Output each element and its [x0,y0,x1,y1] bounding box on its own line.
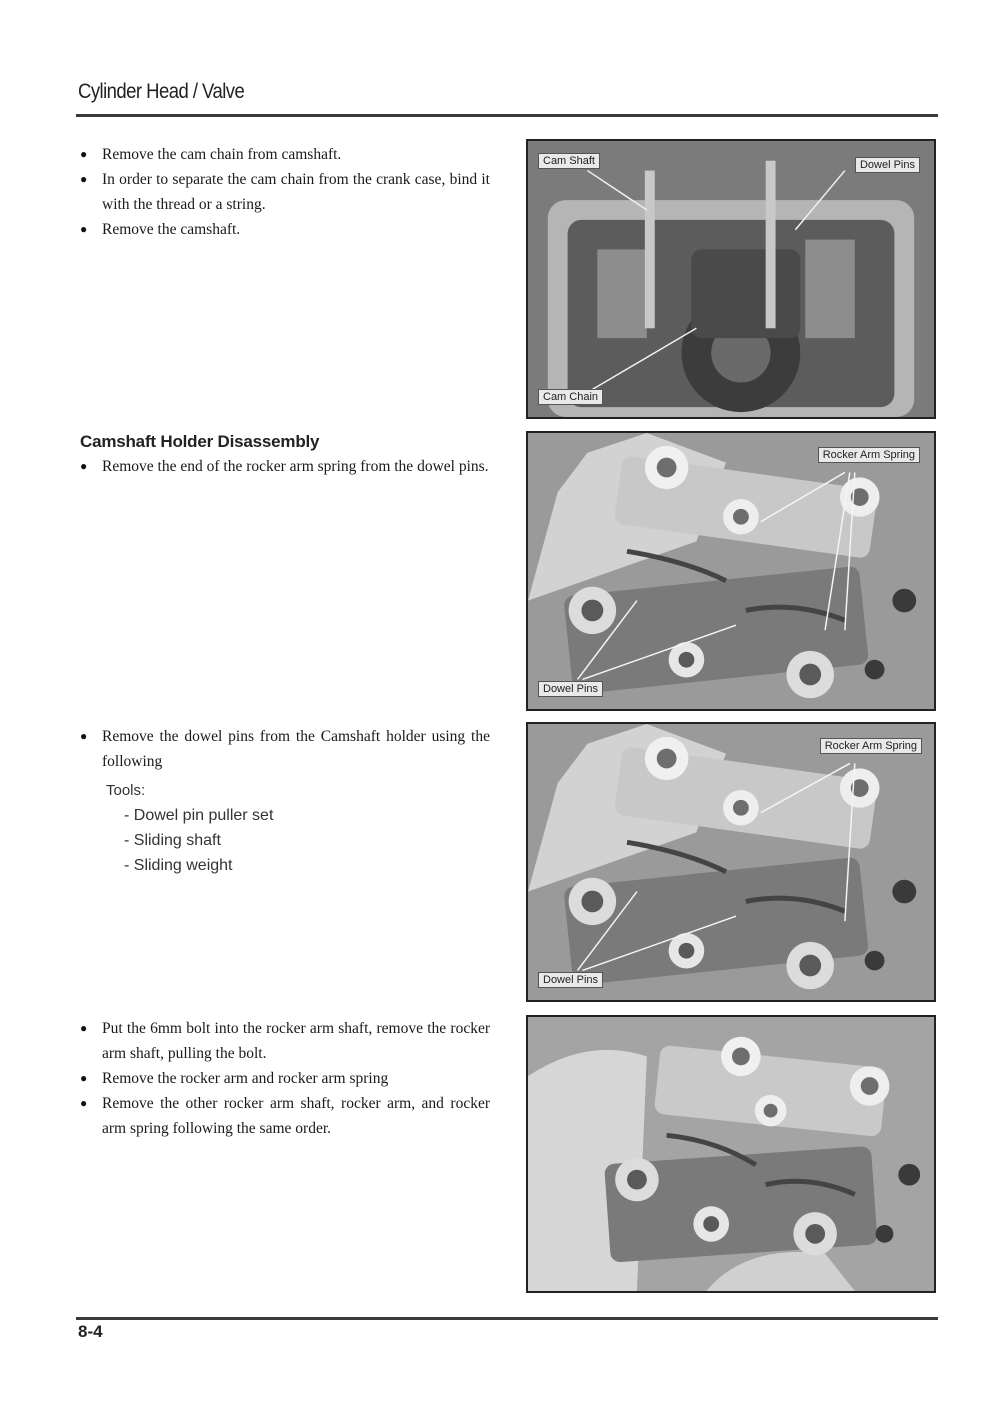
callout-rocker-arm-spring: Rocker Arm Spring [818,447,920,463]
photo-camshaft-holder-2 [526,722,936,1002]
rocker-arm-illustration [528,1017,934,1291]
section-heading: Camshaft Holder Disassembly [80,432,320,451]
list-item: ● In order to separate the cam chain from the crank case, bind it with the thread or a string. [80,167,490,217]
photo-rocker-arm-removal [526,1015,936,1293]
photo-camshaft-holder-1 [526,431,936,711]
section-1-text [80,142,490,242]
callout-dowel-pins: Dowel Pins [538,681,603,697]
section-2-text [80,432,490,479]
list-item: ● Put the 6mm bolt into the rocker arm shaft, remove the rocker arm shaft, pulling the bolt. [80,1016,490,1066]
section-4-bullets [80,1016,490,1141]
list-item: ● Remove the camshaft. [80,217,490,242]
list-item: ● Remove the cam chain from camshaft. [80,142,490,167]
list-item: ● Remove the end of the rocker arm spring from the dowel pins. [80,454,490,479]
page-number: 8-4 [78,1322,103,1341]
callout-dowel-pins: Dowel Pins [538,972,603,988]
section-4-text [80,1016,490,1141]
section-3-bullets [80,724,490,774]
list-item: ● Remove the dowel pins from the Camshaft holder using the following [80,724,490,774]
header-rule [76,114,938,117]
section-1-bullets [80,142,490,242]
tool-item: - Sliding shaft [124,832,221,849]
callout-cam-shaft: Cam Shaft [538,153,600,169]
list-item: ● Remove the other rocker arm shaft, rocker arm, and rocker arm spring following the same order. [80,1091,490,1141]
section-2-bullets [80,454,490,479]
photo-cylinder-head-camshaft [526,139,936,419]
tool-item: - Dowel pin puller set [124,807,274,824]
camshaft-holder-illustration [528,433,934,709]
list-item: ● Remove the rocker arm and rocker arm spring [80,1066,490,1091]
tools-block [106,778,490,878]
callout-cam-chain: Cam Chain [538,389,603,405]
tools-label: Tools: [106,782,146,799]
page-title: Cylinder Head / Valve [78,80,245,103]
callout-rocker-arm-spring: Rocker Arm Spring [820,738,922,754]
section-3-text [80,724,490,878]
camshaft-holder-illustration [528,724,934,1000]
footer-rule [76,1317,938,1320]
callout-dowel-pins: Dowel Pins [855,157,920,173]
tool-item: - Sliding weight [124,857,233,874]
cylinder-head-illustration [528,141,934,417]
